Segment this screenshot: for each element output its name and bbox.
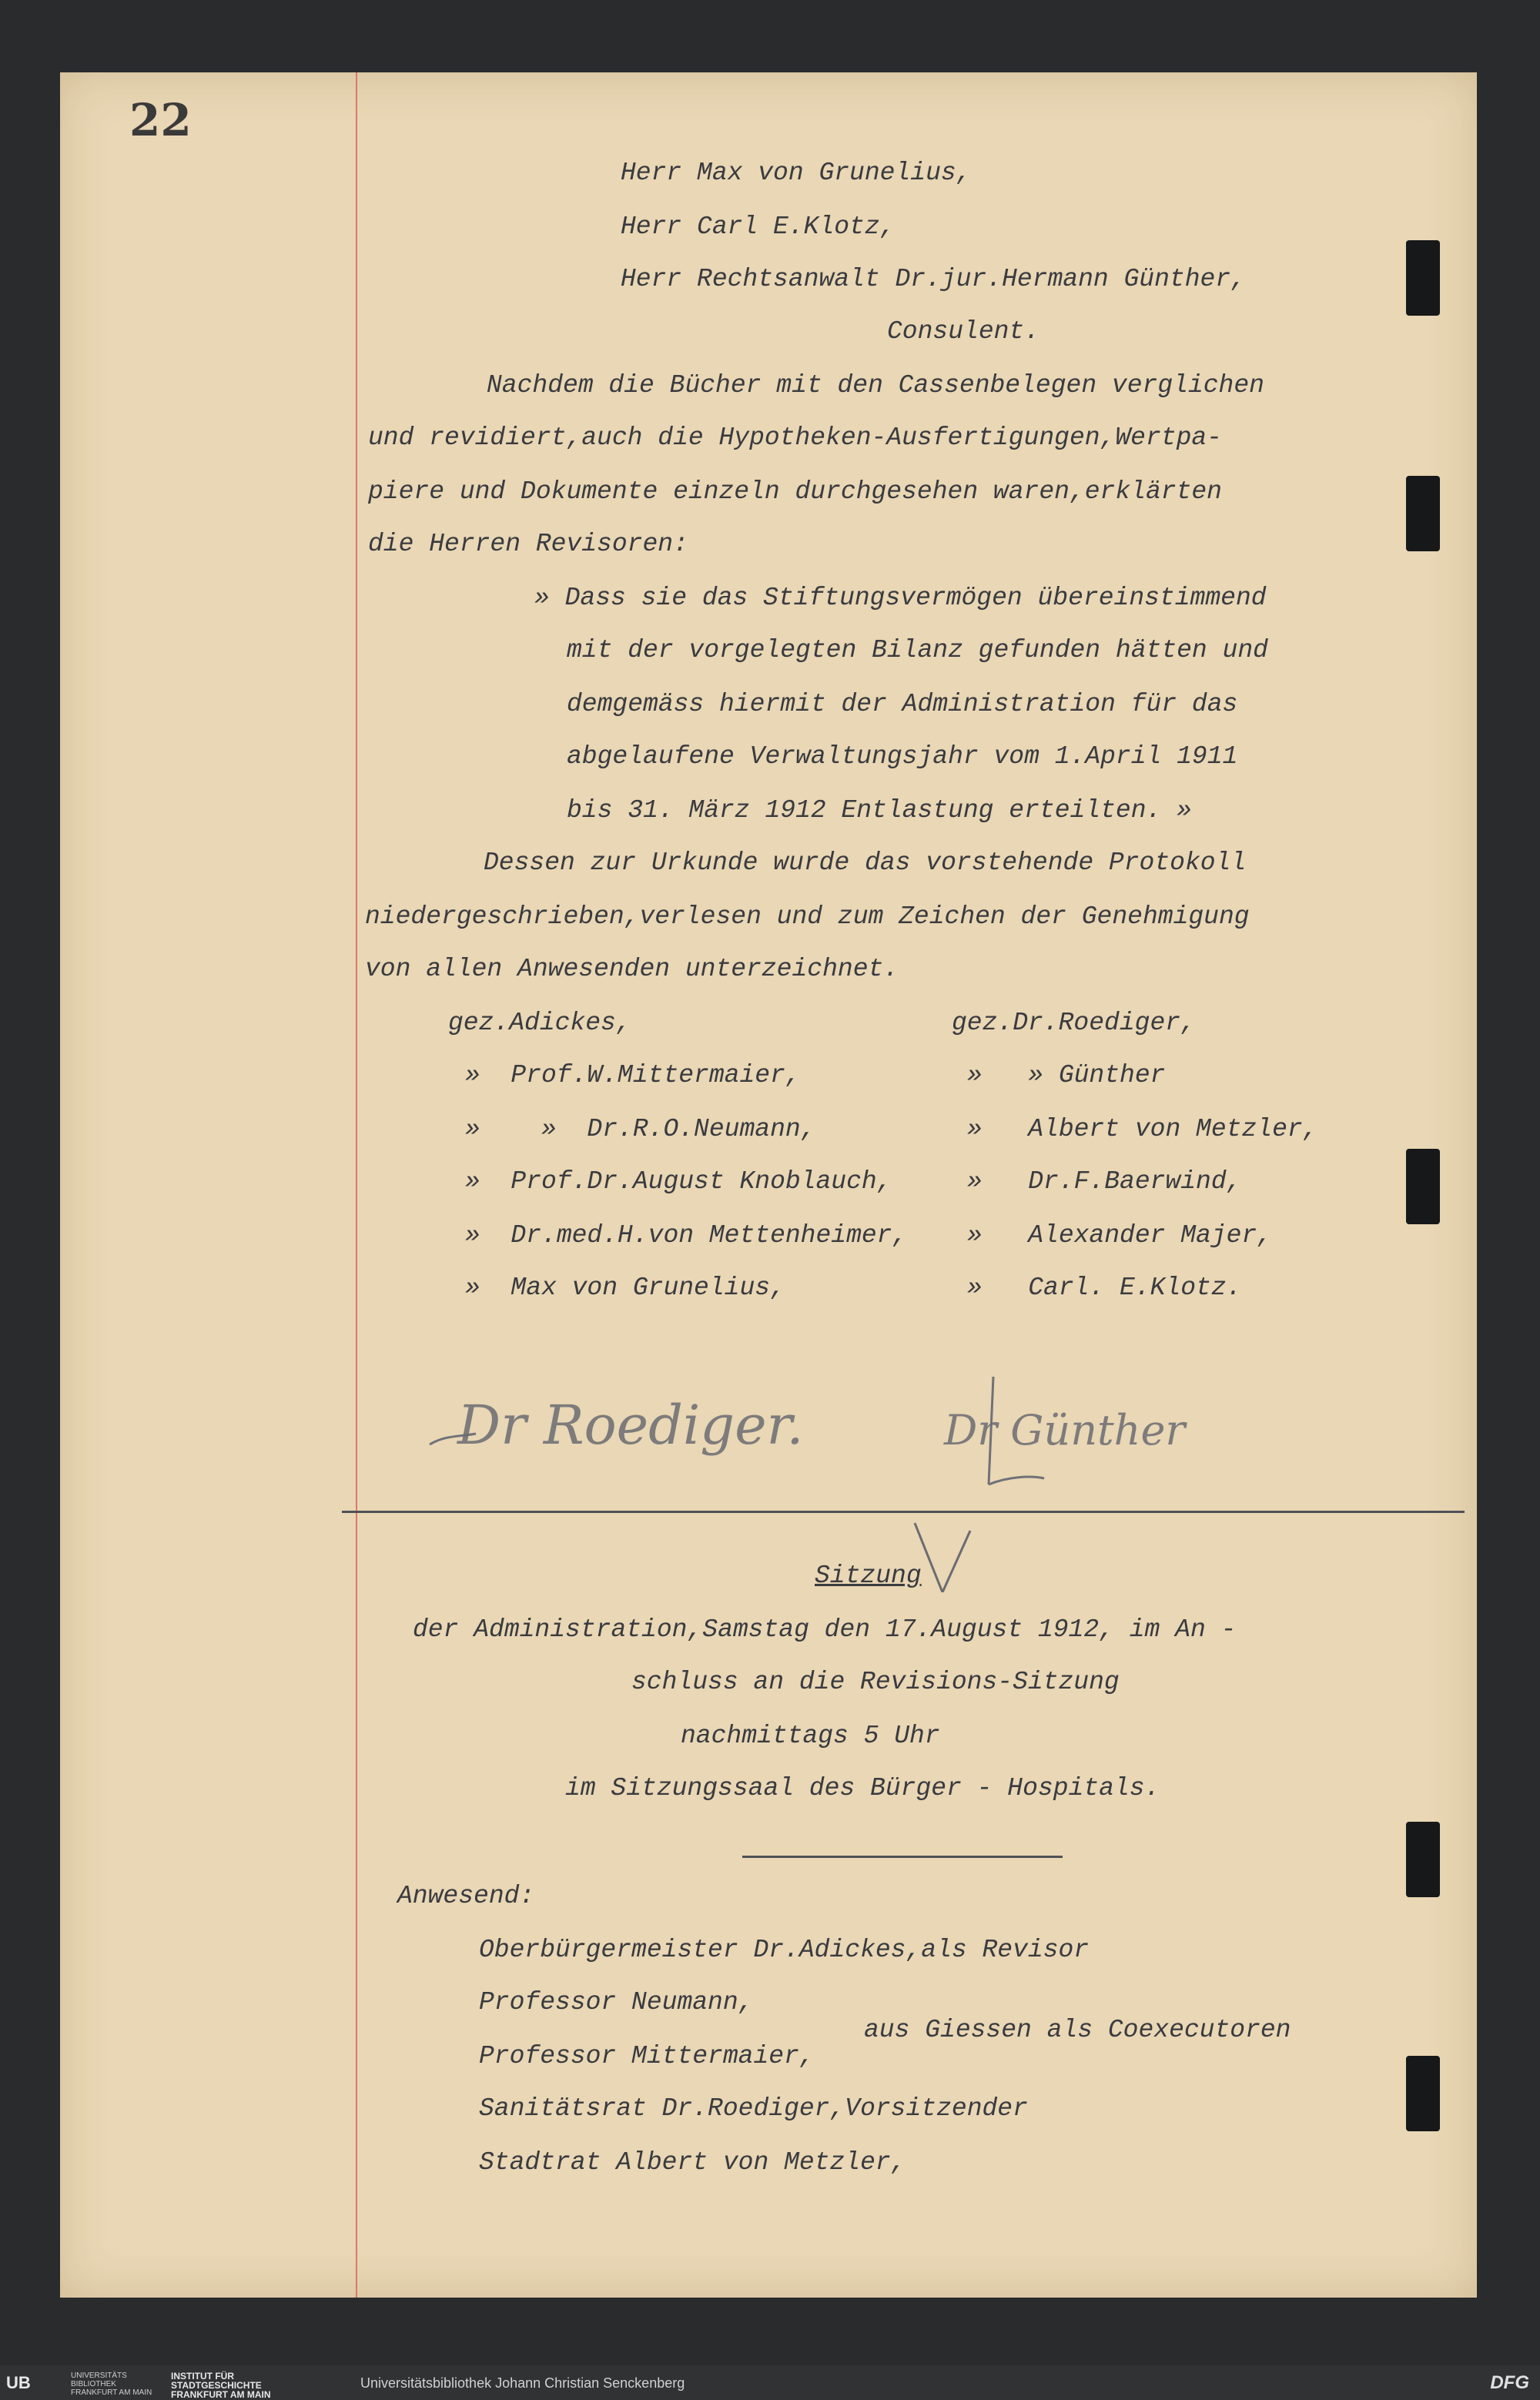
ub-logo[interactable]: UB (6, 2373, 31, 2392)
body-line: niedergeschrieben,verlesen und zum Zeichen der Genehmigung (365, 902, 1250, 931)
signatory-left: » Max von Grunelius, (465, 1274, 785, 1302)
body-line: Nachdem die Bücher mit den Cassenbelegen verglichen (487, 371, 1264, 400)
attendance-label: Anwesend: (397, 1882, 535, 1910)
signatory-right: » » Günther (967, 1061, 1166, 1090)
quote-line: bis 31. März 1912 Entlastung erteilten. » (567, 796, 1192, 825)
attendee-line: Oberbürgermeister Dr.Adickes,als Revisor (479, 1936, 1090, 1964)
signatory-right: » Carl. E.Klotz. (967, 1274, 1242, 1302)
body-line: und revidiert,auch die Hypotheken-Ausfertigungen,Wertpa- (368, 423, 1222, 452)
page-number: 22 (129, 94, 192, 146)
attendee-line: Professor Neumann, (479, 1988, 754, 2017)
attendee-line: Professor Mittermaier, (479, 2042, 815, 2070)
quote-line: » Dass sie das Stiftungsvermögen übereinstimmend (534, 584, 1267, 612)
ub-logo-subtitle: UNIVERSITÄTS BIBLIOTHEK FRANKFURT AM MAIN (71, 2372, 152, 2397)
body-line: Dessen zur Urkunde wurde das vorstehende Protokoll (484, 849, 1247, 877)
binding-hole (1406, 240, 1440, 316)
header-line: Herr Max von Grunelius, (621, 159, 972, 187)
body-line: von allen Anwesenden unterzeichnet. (365, 955, 899, 983)
signatory-left: gez.Adickes, (448, 1009, 631, 1037)
signatory-right: » Alexander Majer, (967, 1221, 1273, 1250)
attendee-line: Sanitätsrat Dr.Roediger,Vorsitzender (479, 2094, 1028, 2123)
session-title: Sitzung (815, 1562, 922, 1590)
signatory-right: gez.Dr.Roediger, (952, 1009, 1196, 1037)
signatory-left: » Prof.Dr.August Knoblauch, (465, 1167, 892, 1196)
body-line: piere und Dokumente einzeln durchgesehen waren,erklärten (368, 477, 1222, 506)
isg-logo[interactable]: INSTITUT FÜR STADTGESCHICHTE FRANKFURT AM MAIN (171, 2371, 271, 2400)
session-line: schluss an die Revisions-Sitzung (631, 1668, 1120, 1696)
signatory-left: » » Dr.R.O.Neumann, (465, 1115, 816, 1143)
header-line: Herr Rechtsanwalt Dr.jur.Hermann Günther, (621, 265, 1246, 293)
library-name: Universitätsbibliothek Johann Christian Senckenberg (360, 2375, 685, 2391)
dfg-logo[interactable]: DFG (1490, 2372, 1529, 2393)
binding-hole (1406, 1822, 1440, 1897)
body-line: die Herren Revisoren: (368, 530, 688, 558)
quote-line: mit der vorgelegten Bilanz gefunden hätten und (567, 636, 1268, 664)
viewer-footer (0, 2365, 1540, 2400)
binding-hole (1406, 476, 1440, 551)
signatory-right: » Albert von Metzler, (967, 1115, 1318, 1143)
quote-line: demgemäss hiermit der Administration für das (567, 690, 1238, 718)
quote-line: abgelaufene Verwaltungsjahr vom 1.April 1911 (567, 742, 1238, 771)
signatory-right: » Dr.F.Baerwind, (967, 1167, 1242, 1196)
section-divider (342, 1511, 1465, 1513)
session-line: nachmittags 5 Uhr (681, 1722, 940, 1750)
margin-rule (356, 72, 357, 2298)
session-line: im Sitzungssaal des Bürger - Hospitals. (565, 1774, 1160, 1803)
signature-roediger: Dr Roediger. (457, 1394, 804, 1457)
header-line: Consulent. (887, 317, 1040, 346)
header-line: Herr Carl E.Klotz, (621, 213, 896, 241)
binding-hole (1406, 1149, 1440, 1224)
attendee-note: aus Giessen als Coexecutoren (864, 2016, 1291, 2044)
short-divider (742, 1856, 1063, 1858)
signatory-left: » Prof.W.Mittermaier, (465, 1061, 801, 1090)
attendee-line: Stadtrat Albert von Metzler, (479, 2148, 906, 2177)
binding-hole (1406, 2056, 1440, 2131)
signature-guenther: Dr Günther (944, 1406, 1186, 1454)
signatory-left: » Dr.med.H.von Mettenheimer, (465, 1221, 908, 1250)
session-line: der Administration,Samstag den 17.August 1912, im An - (413, 1615, 1237, 1644)
